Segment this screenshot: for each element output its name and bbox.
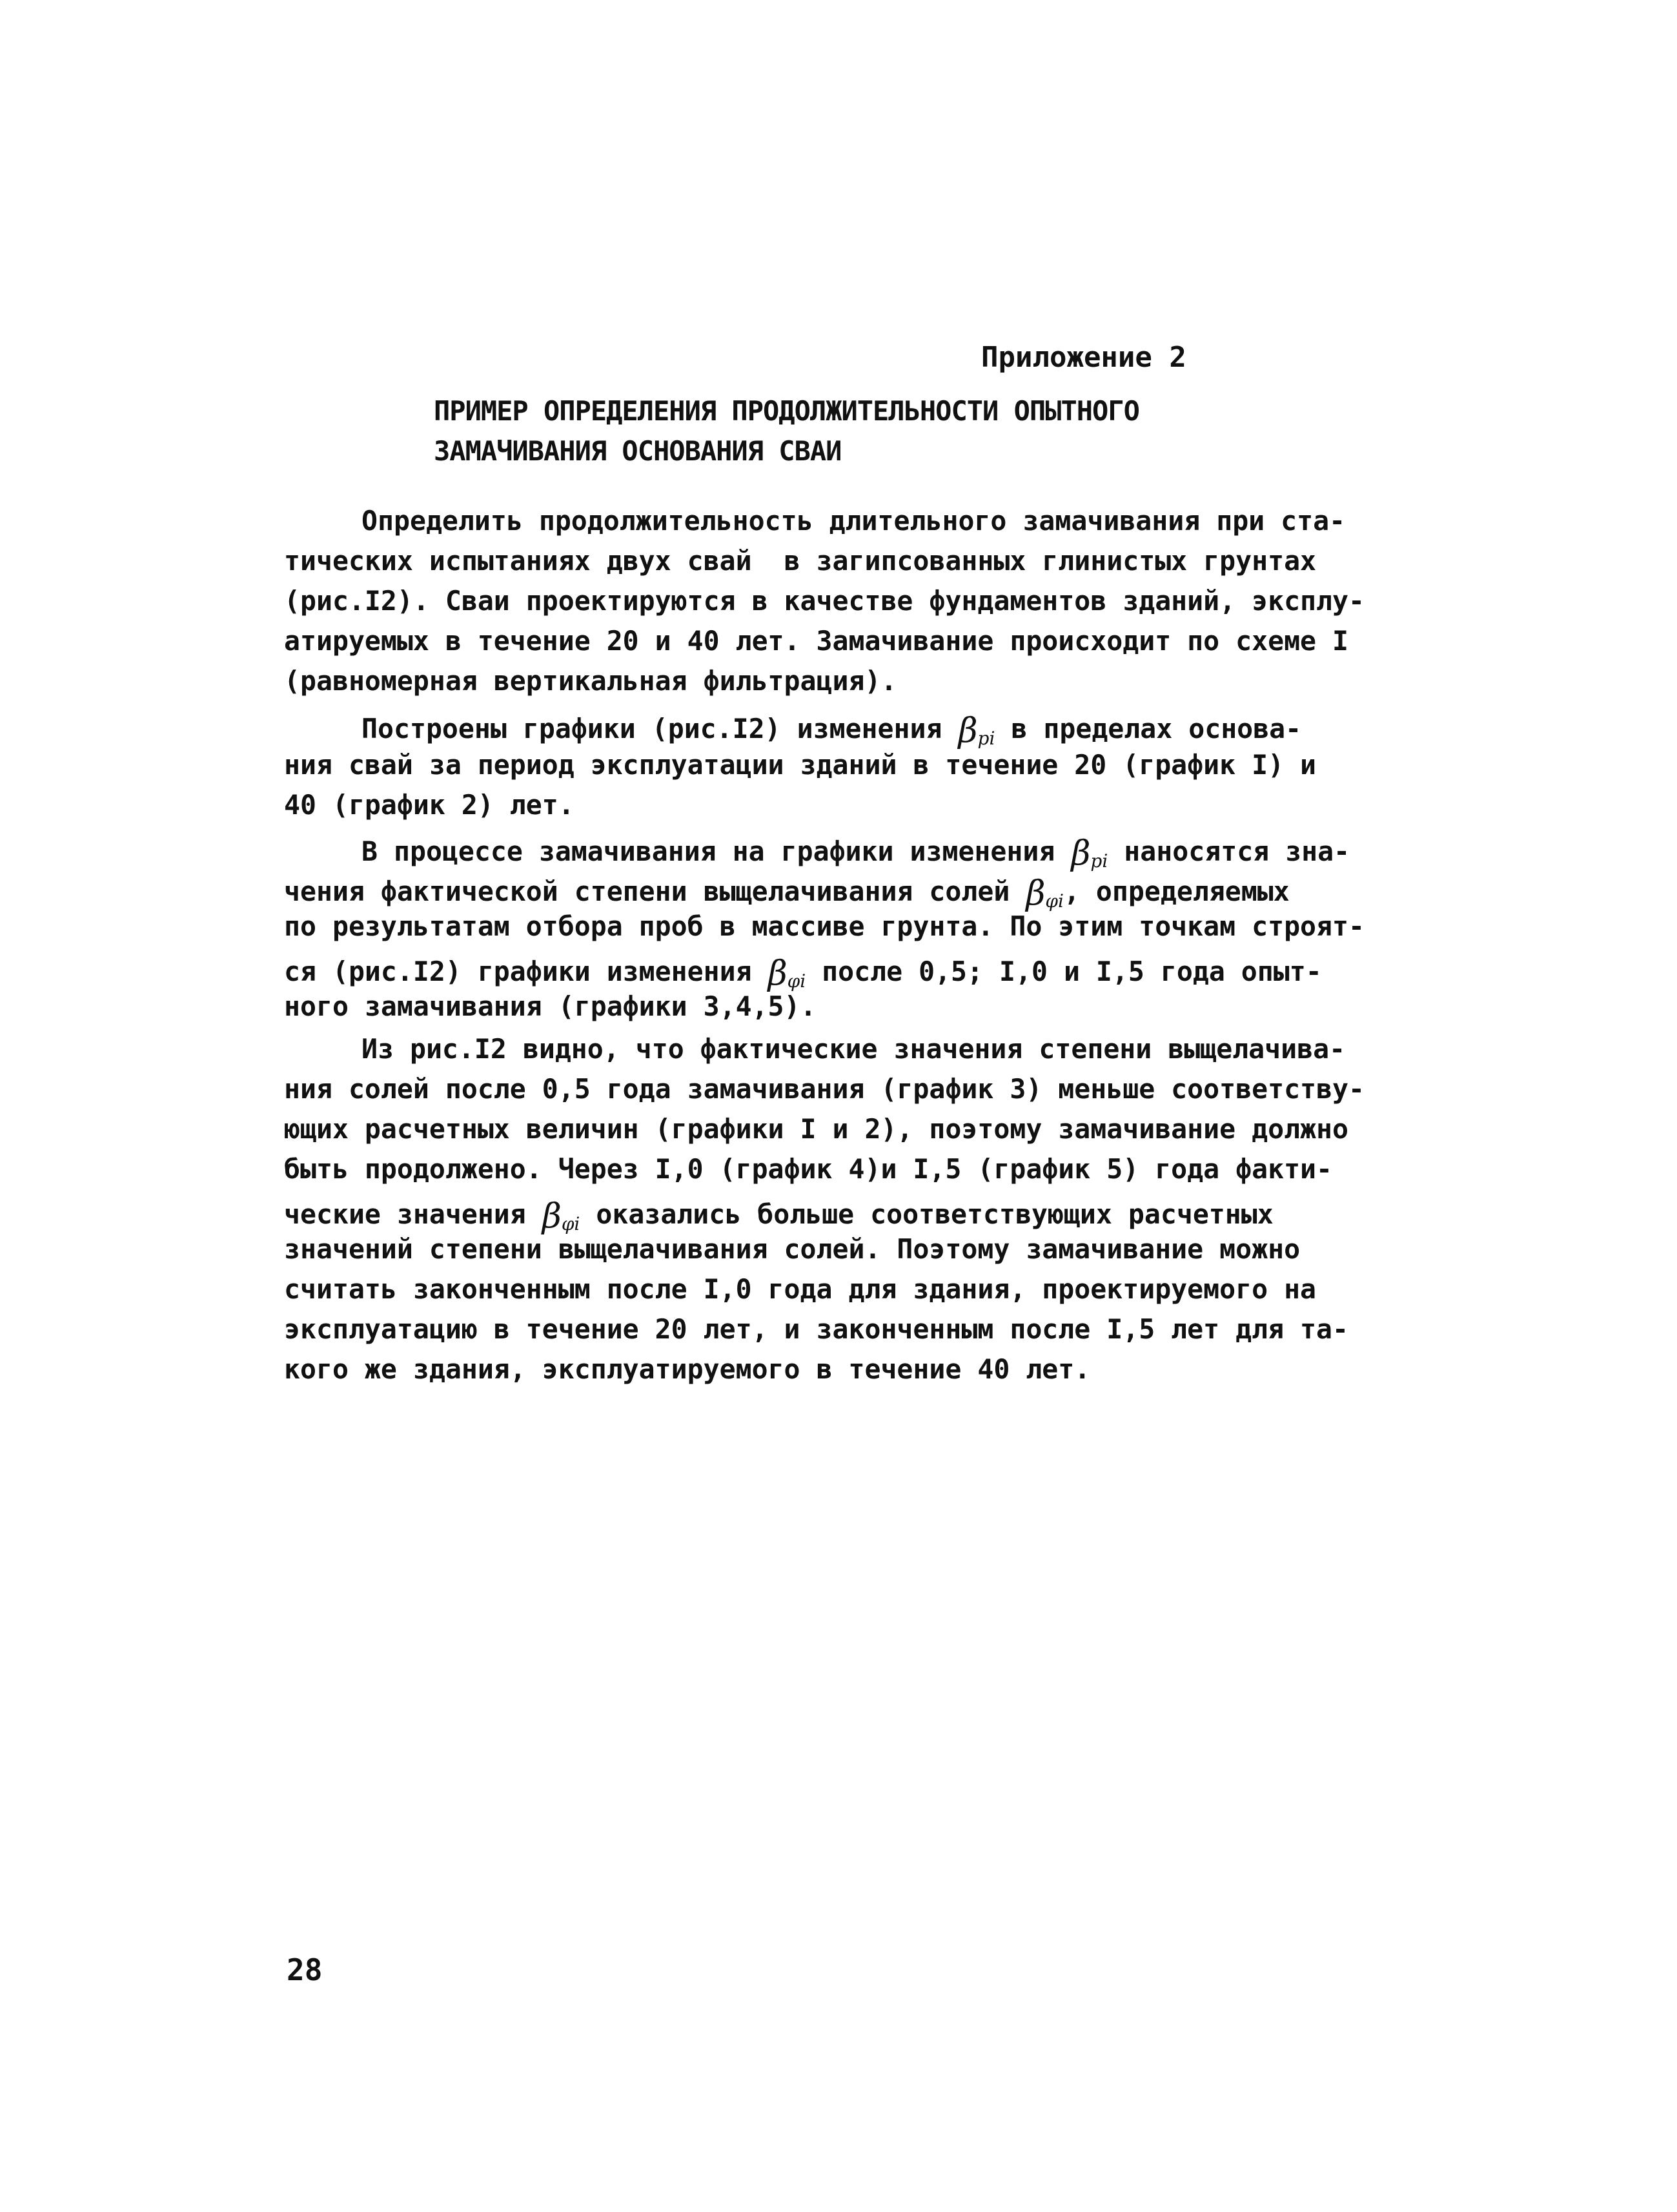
beta-phi-symbol xyxy=(542,1197,580,1236)
paragraph-1-line-4: атируемых в течение 20 и 40 лет. Замачивание происходит по схеме I xyxy=(284,625,1349,657)
beta-subscript: φi xyxy=(561,1213,580,1234)
paragraph-4-line-4: быть продолжено. Через I,0 (график 4)и I,5 (график 5) года факти- xyxy=(284,1153,1333,1185)
paragraph-1-line-5: (равномерная вертикальная фильтрация). xyxy=(284,665,897,697)
beta-letter: β xyxy=(1026,874,1046,913)
beta-letter: β xyxy=(1071,834,1091,873)
paragraph-4-line-3: ющих расчетных величин (графики I и 2), поэтому замачивание должно xyxy=(284,1113,1349,1145)
paragraph-2-line-3: 40 (график 2) лет. xyxy=(284,789,574,821)
paragraph-4-line-1: Из рис.I2 видно, что фактические значения степени выщелачива- xyxy=(361,1033,1346,1065)
text-fragment: ся (рис.I2) графики изменения xyxy=(284,956,768,987)
paragraph-1-line-2: тических испытаниях двух свай в загипсованных глинистых грунтах xyxy=(284,545,1317,577)
beta-pi-symbol xyxy=(958,714,995,748)
beta-subscript: pi xyxy=(1090,850,1108,872)
paragraph-4-line-2: ния солей после 0,5 года замачивания (график 3) меньше соответству- xyxy=(284,1073,1365,1105)
beta-letter: β xyxy=(958,712,978,750)
paragraph-3-line-2 xyxy=(284,873,1290,913)
text-fragment: Построены графики (рис.I2) изменения xyxy=(361,713,959,744)
paragraph-4-line-8: эксплуатацию в течение 20 лет, и законченным после I,5 лет для та- xyxy=(284,1313,1349,1345)
paragraph-3-line-1 xyxy=(361,833,1350,873)
text-fragment: после 0,5; I,0 и I,5 года опыт- xyxy=(806,956,1322,987)
text-fragment: в пределах основа- xyxy=(995,713,1302,744)
paragraph-2-line-2: ния свай за период эксплуатации зданий в течение 20 (график I) и xyxy=(284,749,1317,781)
beta-subscript: φi xyxy=(787,970,806,992)
document-title-line-1: ПРИМЕР ОПРЕДЕЛЕНИЯ ПРОДОЛЖИТЕЛЬНОСТИ ОПЫТНОГО xyxy=(434,395,1139,427)
beta-pi-symbol xyxy=(1071,834,1108,873)
beta-letter: β xyxy=(767,954,788,993)
text-fragment: наносятся зна- xyxy=(1108,835,1350,867)
beta-letter: β xyxy=(542,1197,562,1236)
paragraph-2-line-1 xyxy=(361,710,1302,750)
beta-phi-symbol xyxy=(1026,874,1064,913)
text-fragment: оказались больше соответствующих расчетных xyxy=(580,1198,1274,1230)
beta-subscript: φi xyxy=(1045,890,1064,912)
paragraph-4-line-6: значений степени выщелачивания солей. Поэтому замачивание можно xyxy=(284,1233,1301,1265)
beta-subscript: pi xyxy=(977,728,995,749)
paragraph-1-line-1: Определить продолжительность длительного замачивания при ста- xyxy=(361,505,1346,537)
text-fragment: чения фактической степени выщелачивания солей xyxy=(284,876,1026,907)
paragraph-3-line-5: ного замачивания (графики 3,4,5). xyxy=(284,990,817,1022)
paragraph-3-line-3: по результатам отбора проб в массиве грунта. По этим точкам строят- xyxy=(284,910,1365,942)
paragraph-3-line-4 xyxy=(284,953,1322,993)
paragraph-4-line-5 xyxy=(284,1196,1274,1236)
text-fragment: , определяемых xyxy=(1063,876,1290,907)
paragraph-4-line-7: считать законченным после I,0 года для здания, проектируемого на xyxy=(284,1273,1317,1305)
paragraph-4-line-9: кого же здания, эксплуатируемого в течение 40 лет. xyxy=(284,1353,1091,1385)
beta-phi-symbol xyxy=(767,954,806,993)
paragraph-1-line-3: (рис.I2). Сваи проектируются в качестве фундаментов зданий, эксплу- xyxy=(284,585,1365,617)
document-title-line-2: ЗАМАЧИВАНИЯ ОСНОВАНИЯ СВАИ xyxy=(434,435,842,467)
appendix-label: Приложение 2 xyxy=(981,341,1186,374)
text-fragment: В процессе замачивания на графики изменения xyxy=(361,835,1072,867)
page-number: 28 xyxy=(287,1952,323,1987)
text-fragment: ческие значения xyxy=(284,1198,542,1230)
